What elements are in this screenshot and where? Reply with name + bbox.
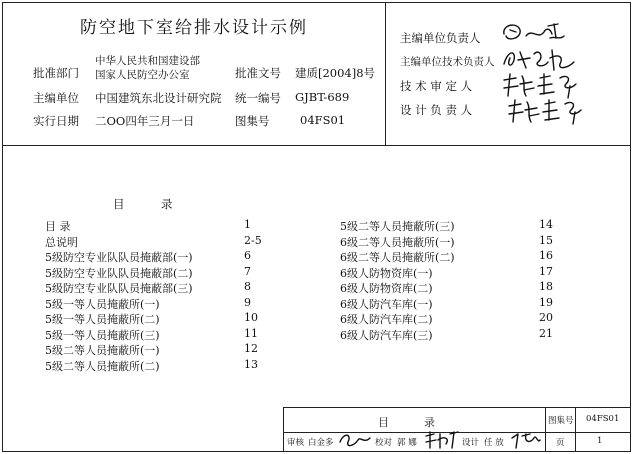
- toc-entry-name: 5级一等人员掩蔽所(三): [45, 328, 160, 342]
- page-label: 页: [556, 438, 565, 448]
- approval-doc-label: 批准文号: [235, 66, 281, 80]
- role-design-lead: 设 计 负 责 人: [400, 103, 473, 117]
- check-label: 校对: [375, 438, 393, 448]
- toc-entry-page: 1: [244, 218, 251, 231]
- role-chief-tech-head: 主编单位技术负责人: [400, 56, 495, 68]
- approval-dept-value-1: 中华人民共和国建设部: [95, 55, 200, 67]
- toc-entry-page: 13: [244, 357, 258, 371]
- signature-design: [510, 430, 542, 450]
- atlas-value: 04FS01: [586, 414, 620, 424]
- header-bottom-line: [2, 145, 631, 146]
- toc-entry-name: 5级防空专业队队员掩蔽部(三): [45, 282, 193, 295]
- toc-entry-page: 15: [539, 233, 553, 247]
- toc-entry-name: 5级二等人员掩蔽所(一): [45, 344, 160, 357]
- toc-entry-name: 6级人防物资库(二): [340, 282, 433, 295]
- title-block-left-line: [283, 407, 284, 452]
- toc-entry-page: 7: [244, 264, 251, 278]
- unified-no-label: 统一编号: [235, 91, 281, 105]
- toc-entry-page: 10: [244, 311, 258, 324]
- approval-dept-label: 批准部门: [33, 66, 79, 80]
- toc-entry-page: 11: [244, 326, 258, 340]
- toc-entry-name: 5级一等人员掩蔽所(二): [45, 313, 160, 326]
- toc-entry-page: 16: [539, 249, 553, 262]
- check-name: 郭 娜: [397, 438, 417, 448]
- sheet-title: 目 录: [378, 416, 435, 429]
- toc-entry-name: 5级防空专业队队员掩蔽部(二): [45, 266, 193, 280]
- approval-dept-value-2: 国家人民防空办公室: [95, 69, 190, 81]
- toc-entry-page: 19: [539, 295, 553, 309]
- title-block-atlas-divider: [545, 407, 546, 452]
- toc-entry-page: 14: [539, 218, 553, 231]
- design-name: 任 放: [484, 438, 504, 448]
- approval-doc-value: 建质[2004]8号: [295, 66, 376, 80]
- toc-entry-name: 总说明: [45, 235, 78, 249]
- editor-unit-label: 主编单位: [33, 91, 79, 105]
- toc-entry-name: 6级二等人员掩蔽所(一): [340, 235, 455, 249]
- title-block-top-line: [283, 407, 631, 408]
- role-tech-reviewer: 技 术 审 定 人: [400, 79, 473, 93]
- toc-entry-name: 5级一等人员掩蔽所(一): [45, 297, 160, 311]
- toc-entry-page: 6: [244, 249, 251, 262]
- toc-entry-page: 21: [539, 326, 553, 340]
- toc-entry-name: 6级二等人员掩蔽所(二): [340, 251, 455, 264]
- role-chief-unit-head: 主编单位负责人: [400, 31, 481, 45]
- atlas-no-value: 04FS01: [300, 113, 346, 127]
- header-divider: [385, 2, 386, 145]
- unified-no-value: GJBT-689: [295, 90, 350, 104]
- editor-unit-value: 中国建筑东北设计研究院: [95, 91, 222, 105]
- toc-entry-page: 9: [244, 295, 251, 309]
- toc-entry-page: 2-5: [244, 233, 262, 247]
- toc-entry-page: 8: [244, 280, 251, 293]
- toc-entry-page: 12: [244, 342, 258, 355]
- toc-entry-name: 5级二等人员掩蔽所(三): [340, 220, 455, 233]
- design-label: 设计: [462, 438, 480, 448]
- title-block-atlas-value-divider: [575, 407, 576, 432]
- toc-entry-name: 6级人防物资库(一): [340, 266, 433, 280]
- toc-entry-name: 5级二等人员掩蔽所(二): [45, 359, 160, 373]
- toc-entry-name: 6级人防汽车库(一): [340, 297, 433, 311]
- page-value: 1: [597, 436, 603, 446]
- signature-review: [338, 430, 372, 450]
- toc-entry-name: 6级人防汽车库(二): [340, 313, 433, 326]
- toc-entry-page: 18: [539, 280, 553, 293]
- impl-date-value: 二OO四年三月一日: [95, 114, 195, 128]
- atlas-label: 图集号: [548, 416, 574, 426]
- signature-check: [424, 430, 460, 450]
- impl-date-label: 实行日期: [33, 114, 79, 128]
- review-label: 审核: [287, 438, 305, 448]
- document-title: 防空地下室给排水设计示例: [80, 18, 308, 38]
- review-name: 白金多: [308, 438, 334, 448]
- toc-entry-page: 20: [539, 311, 553, 324]
- toc-entry-name: 6级人防汽车库(三): [340, 328, 433, 342]
- atlas-no-label: 图集号: [235, 114, 270, 128]
- toc-entry-name: 目 录: [45, 220, 71, 233]
- signature-design-lead: [505, 96, 590, 126]
- toc-entry-name: 5级防空专业队队员掩蔽部(一): [45, 251, 193, 264]
- toc-entry-page: 17: [539, 264, 553, 278]
- toc-heading: 目 录: [113, 197, 173, 211]
- title-block-page-divider: [575, 432, 576, 452]
